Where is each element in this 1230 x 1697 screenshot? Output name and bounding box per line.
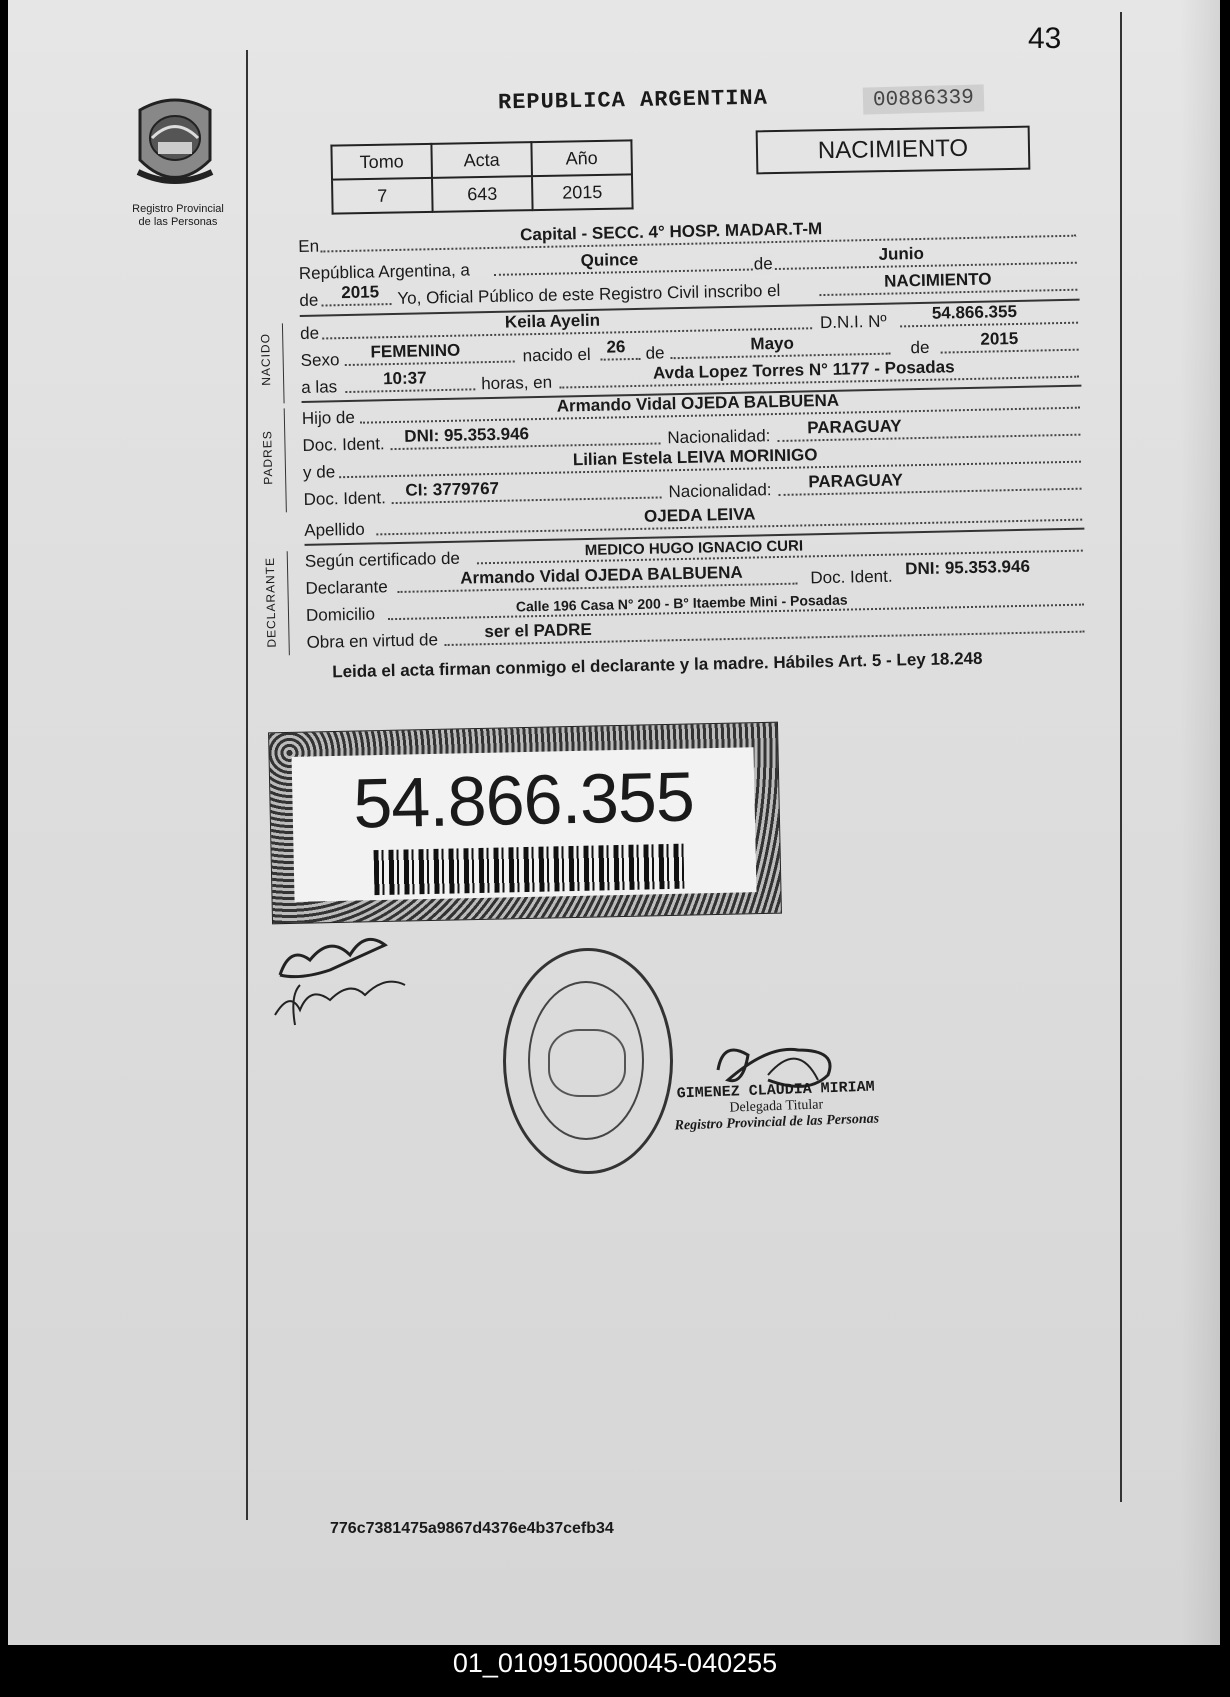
mother-doc-label: Doc. Ident. (303, 488, 387, 509)
declarant-doc-label: Doc. Ident. (810, 566, 893, 588)
birth-place: Avda Lopez Torres N° 1177 - Posadas (652, 357, 955, 383)
official-block (673, 1078, 879, 1134)
document-sheet (8, 0, 1220, 1645)
act-type-value: NACIMIENTO (883, 269, 992, 291)
registry-table (330, 139, 633, 214)
barcode-label (268, 722, 782, 925)
declarant-signature (270, 915, 420, 1030)
mother-name: Lilian Estela LEIVA MORINIGO (572, 445, 818, 470)
nacido-el-label: nacido el (522, 344, 591, 366)
official-role: Delegada Titular (729, 1097, 824, 1116)
document-title: REPUBLICA ARGENTINA (497, 85, 769, 116)
section-nacido-label: NACIDO (258, 332, 274, 386)
tomo-header: Tomo (331, 144, 432, 180)
birth-record-form (258, 216, 1087, 683)
ano-value: 2015 (532, 174, 633, 210)
hijo-de-label: Hijo de (301, 407, 356, 428)
father-nat-label: Nacionalidad: (667, 426, 771, 448)
province-seal-icon (130, 90, 220, 200)
declarant-doc: DNI: 95.353.946 (904, 556, 1031, 579)
nacido-de-label: de (299, 323, 320, 343)
mother-nat-label: Nacionalidad: (668, 480, 772, 502)
official-stamp (503, 948, 673, 1174)
section-padres-label: PADRES (260, 430, 276, 485)
barcode-number: 54.866.355 (352, 757, 695, 843)
right-margin-line (1120, 12, 1122, 1502)
child-sex: FEMENINO (370, 340, 461, 362)
en-label: En (298, 236, 320, 256)
declarant-name: Armando Vidal OJEDA BALBUENA (460, 562, 743, 588)
child-name: Keila Ayelin (504, 310, 601, 332)
left-margin-line (246, 50, 248, 1520)
birth-month: Mayo (750, 333, 795, 354)
birth-time: 10:37 (382, 368, 427, 389)
acta-value: 643 (432, 176, 533, 212)
birth-de2-label: de (910, 337, 930, 358)
barcode-bars (374, 844, 685, 895)
cert-label: Según certificado de (304, 548, 461, 571)
registration-month: Junio (878, 243, 925, 264)
declarante-label: Declarante (305, 577, 388, 598)
father-name: Armando Vidal OJEDA BALBUENA (556, 390, 840, 416)
registration-year: 2015 (341, 282, 380, 303)
horas-label: horas, en (481, 372, 553, 394)
father-nationality: PARAGUAY (807, 416, 902, 438)
ano-header: Año (531, 140, 632, 176)
surname-value: OJEDA LEIVA (643, 504, 756, 526)
document-hash: 776c7381475a9867d4376e4b37cefb34 (330, 1520, 614, 1537)
org-line-1: Registro Provincial (132, 203, 224, 215)
a-las-label: a las (301, 377, 338, 397)
serial-number: 00886339 (863, 84, 984, 114)
certifying-doctor: MEDICO HUGO IGNACIO CURI (584, 537, 804, 560)
tomo-value: 7 (332, 178, 433, 214)
de2-label: de (299, 290, 319, 310)
y-de-label: y de (302, 462, 336, 482)
domicilio-label: Domicilio (305, 604, 376, 625)
record-type-box: NACIMIENTO (756, 126, 1031, 175)
declarant-relation: ser el PADRE (484, 619, 592, 642)
officer-text: Yo, Oficial Público de este Registro Civil inscribo el (397, 280, 781, 308)
registration-day: Quince (580, 249, 639, 271)
republica-label: República Argentina, a (298, 260, 471, 283)
official-office: Registro Provincial de las Personas (674, 1111, 880, 1134)
de-label: de (753, 254, 773, 274)
page-number: 43 (1028, 22, 1062, 55)
child-dni: 54.866.355 (931, 301, 1018, 323)
sexo-label: Sexo (300, 350, 340, 370)
father-doc-label: Doc. Ident. (302, 434, 385, 455)
scan-footer-id: 01_010915000045-040255 (452, 1648, 778, 1678)
org-line-2: de las Personas (138, 216, 218, 228)
dni-label: D.N.I. Nº (819, 311, 887, 333)
apellido-label: Apellido (304, 519, 365, 540)
birth-year: 2015 (980, 328, 1019, 349)
birth-de-label: de (645, 343, 665, 363)
declarant-address: Calle 196 Casa N° 200 - B° Itaembe Mini - Posadas (515, 591, 848, 615)
acta-header: Acta (431, 142, 532, 178)
official-name: GIMENEZ CLAUDIA MIRIAM (676, 1078, 875, 1103)
father-doc: DNI: 95.353.946 (404, 424, 530, 446)
birth-day: 26 (606, 337, 626, 357)
registry-org-label (113, 203, 243, 229)
obra-label: Obra en virtud de (306, 630, 439, 652)
location-value: Capital - SECC. 4° HOSP. MADAR.T-M (519, 219, 823, 245)
mother-doc: CI: 3779767 (405, 478, 500, 500)
closing-statement: Leida el acta firman conmigo el declarante y la madre. Hábiles Art. 5 - Ley 18.248 (332, 648, 983, 682)
mother-nationality: PARAGUAY (808, 470, 903, 492)
section-declarante-label: DECLARANTE (262, 556, 279, 648)
